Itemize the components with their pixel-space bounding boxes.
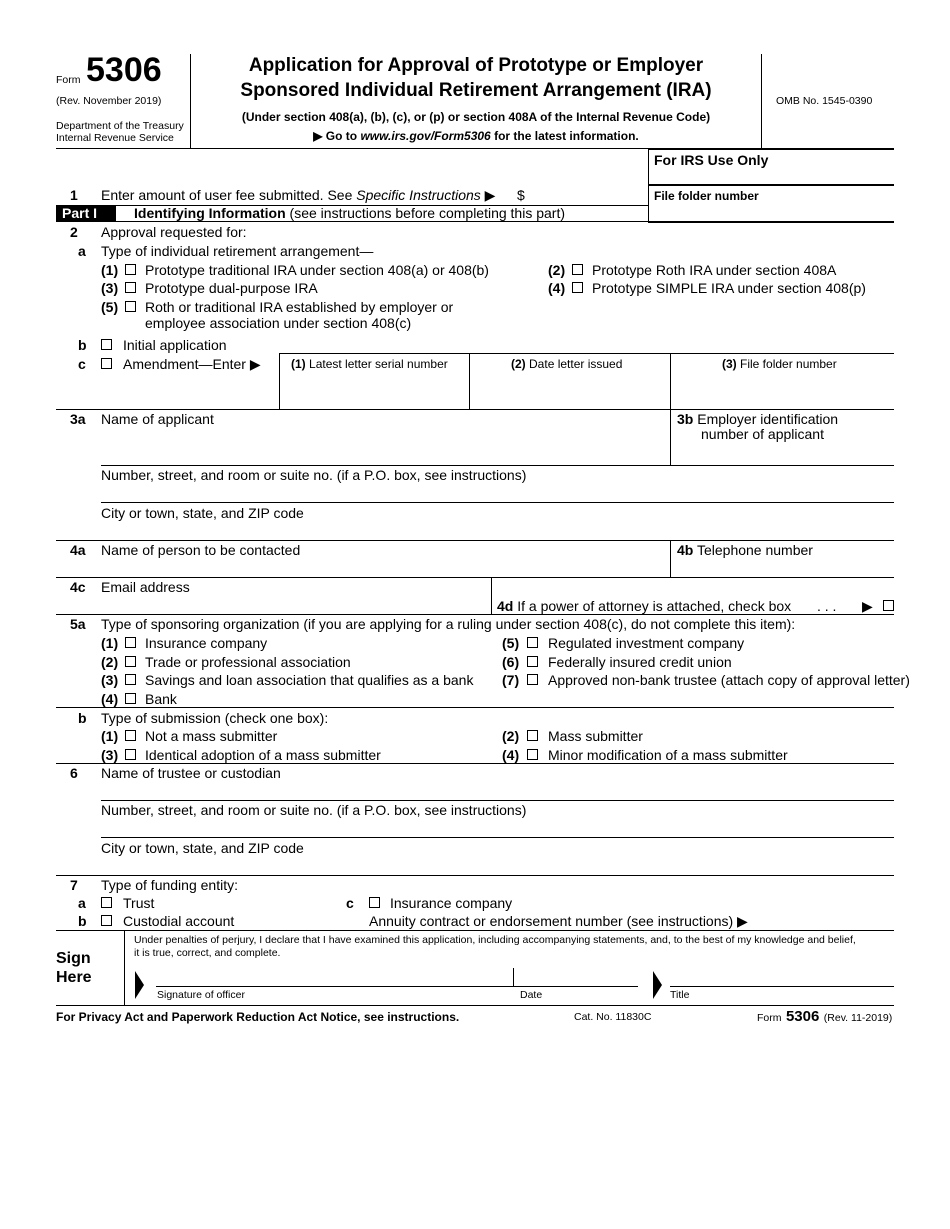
form-title-line2: Sponsored Individual Retirement Arrangement (IRA) [240, 80, 712, 101]
employer-ira-checkbox[interactable] [125, 301, 136, 312]
line4a-text: Name of person to be contacted [101, 542, 301, 558]
line4d-number: 4d [497, 598, 514, 614]
line2c-label: c [78, 356, 86, 372]
identical-adoption-checkbox[interactable] [125, 749, 136, 760]
irs-use-title: For IRS Use Only [654, 152, 769, 168]
user-fee-input[interactable] [530, 186, 642, 202]
signature-label: Signature of officer [157, 989, 245, 1001]
opt1-num: (1) [101, 262, 119, 278]
line7-text: Type of funding entity: [101, 877, 238, 893]
contact-name-input[interactable] [101, 558, 661, 576]
s4-num: (4) [502, 747, 520, 763]
email-input[interactable] [101, 596, 486, 613]
signature-input[interactable] [156, 968, 508, 986]
signature-line [156, 986, 638, 987]
s1-num: (1) [101, 728, 119, 744]
c1-heading [291, 357, 448, 371]
opt4-num: (4) [548, 280, 566, 296]
annuity-contract-label: Annuity contract or endorsement number (see instructions) ▶ [369, 913, 748, 929]
line1-text: Enter amount of user fee submitted. See [101, 187, 353, 203]
line3b-text-line2: number of applicant [701, 426, 824, 442]
line7b-label: b [78, 913, 87, 929]
prototype-roth-ira-checkbox[interactable] [572, 264, 583, 275]
file-folder-label: File folder number [654, 189, 759, 203]
credit-union-checkbox[interactable] [527, 656, 538, 667]
not-mass-submitter-checkbox[interactable] [125, 730, 136, 741]
line3-applicant-rule [101, 465, 894, 466]
goto-suffix: for the latest information. [494, 129, 639, 143]
part1-note: (see instructions before completing this part) [289, 205, 566, 221]
trustee-city-input[interactable] [101, 856, 891, 874]
opt1-label: Prototype traditional IRA under section 408(a) or 408(b) [145, 262, 489, 278]
here-label: Here [56, 969, 92, 986]
title-input[interactable] [670, 968, 890, 986]
omb-number: OMB No. 1545-0390 [776, 95, 873, 107]
prototype-traditional-ira-checkbox[interactable] [125, 264, 136, 275]
line3-bottom-rule [56, 540, 894, 541]
amendment-checkbox[interactable] [101, 358, 112, 369]
o5-num: (5) [502, 635, 520, 651]
line3a-number: 3a [70, 411, 86, 427]
non-bank-trustee-checkbox[interactable] [527, 674, 538, 685]
c2-heading [511, 357, 622, 371]
c1-label: Latest letter serial number [309, 357, 448, 371]
revision-date: (Rev. November 2019) [56, 95, 162, 107]
signature-arrow-icon [135, 971, 144, 999]
line4c-text: Email address [101, 579, 190, 595]
line4d-dots: . . . [817, 598, 837, 614]
o2-num: (2) [101, 654, 119, 670]
insurance-company-org-checkbox[interactable] [125, 637, 136, 648]
o3-label: Savings and loan association that qualifies as a bank [145, 672, 474, 688]
perjury-line2: it is true, correct, and complete. [134, 947, 281, 959]
insurance-company-funding-checkbox[interactable] [369, 897, 380, 908]
title-arrow-icon [653, 971, 662, 999]
line5b-label: b [78, 710, 87, 726]
opt3-num: (3) [101, 280, 119, 296]
part1-tag-text: Part I [62, 205, 98, 221]
footer-form-rev: (Rev. 11-2019) [823, 1012, 893, 1024]
file-folder-number-input[interactable] [676, 380, 890, 402]
form-subtitle: (Under section 408(a), (b), (c), or (p) or section 408A of the Internal Revenue Code) [241, 110, 711, 124]
line2-bottom-rule [56, 409, 894, 410]
o3-num: (3) [101, 672, 119, 688]
line1-number: 1 [70, 187, 78, 203]
line2b-label: b [78, 337, 87, 353]
opt5-label-line2: employee association under section 408(c) [145, 315, 412, 331]
line1-label [101, 187, 495, 203]
applicant-street-label: Number, street, and room or suite no. (if a P.O. box, see instructions) [101, 467, 527, 483]
goto-line [190, 129, 762, 143]
o6-label: Federally insured credit union [548, 654, 732, 670]
sign-bottom-rule [56, 1005, 894, 1006]
line5a-text: Type of sponsoring organization (if you are applying for a ruling under section 408(c), do not complete this item): [101, 616, 796, 632]
line3b-text-line1: Employer identification [697, 411, 839, 427]
c1-divider [279, 353, 280, 409]
signature-date-divider [513, 968, 514, 987]
o4-label: Bank [145, 691, 177, 707]
trade-association-checkbox[interactable] [125, 656, 136, 667]
footer-form-prefix: Form [757, 1012, 782, 1024]
sign-label: Sign [56, 950, 91, 967]
custodial-account-checkbox[interactable] [101, 915, 112, 926]
trustee-street-input[interactable] [101, 819, 891, 837]
mass-submitter-checkbox[interactable] [527, 730, 538, 741]
c3-label: File folder number [740, 357, 837, 371]
specific-instructions: Specific Instructions [356, 187, 481, 203]
power-of-attorney-checkbox[interactable] [883, 600, 894, 611]
minor-modification-checkbox[interactable] [527, 749, 538, 760]
line3b-number: 3b [677, 411, 694, 427]
department-line2: Internal Revenue Service [56, 132, 174, 144]
line4d-text: If a power of attorney is attached, check box [517, 598, 792, 614]
trustee-street-label: Number, street, and room or suite no. (if a P.O. box, see instructions) [101, 802, 527, 818]
line4c-number: 4c [70, 579, 86, 595]
line6-number: 6 [70, 765, 78, 781]
opt2-label: Prototype Roth IRA under section 408A [592, 262, 837, 278]
line6-name-rule [101, 800, 894, 801]
line5b-text: Type of submission (check one box): [101, 710, 329, 726]
s4-label: Minor modification of a mass submitter [548, 747, 788, 763]
line6-text: Name of trustee or custodian [101, 765, 281, 781]
prototype-simple-ira-checkbox[interactable] [572, 282, 583, 293]
line4d-divider [491, 577, 492, 614]
line7b-text: Custodial account [123, 913, 235, 929]
prototype-dual-purpose-checkbox[interactable] [125, 282, 136, 293]
line2a-label: a [78, 243, 86, 259]
sign-divider [124, 930, 125, 1005]
irs-use-top [648, 148, 894, 150]
line3a-text: Name of applicant [101, 411, 214, 427]
line4d-arrow: ▶ [862, 598, 873, 614]
line2c-top-rule [279, 353, 894, 354]
opt5-label-line1: Roth or traditional IRA established by employer or [145, 299, 454, 315]
telephone-input[interactable] [677, 558, 887, 576]
line2-number: 2 [70, 224, 78, 240]
form-number: 5306 [86, 51, 162, 89]
line4b-text: Telephone number [696, 542, 813, 558]
c3-num: (3) [722, 357, 737, 371]
opt3-label: Prototype dual-purpose IRA [145, 280, 318, 296]
line6-bottom-rule [56, 875, 894, 876]
line2c-text: Amendment—Enter ▶ [123, 356, 261, 372]
line4d-heading [497, 598, 791, 614]
opt4-label: Prototype SIMPLE IRA under section 408(p) [592, 280, 866, 296]
line3b-heading [677, 411, 838, 427]
dollar-sign: $ [517, 187, 525, 203]
regulated-investment-checkbox[interactable] [527, 637, 538, 648]
applicant-street-input[interactable] [101, 483, 891, 501]
line7c-text: Insurance company [390, 895, 513, 911]
date-letter-issued-input[interactable] [475, 380, 665, 402]
title-line [670, 986, 894, 987]
form-prefix: Form [56, 74, 81, 86]
applicant-city-label: City or town, state, and ZIP code [101, 505, 304, 521]
form-title-line1: Application for Approval of Prototype or Employer [248, 55, 704, 76]
opt2-num: (2) [548, 262, 566, 278]
opt5-num: (5) [101, 299, 119, 315]
line2a-text: Type of individual retirement arrangement— [101, 243, 374, 259]
line3-street-rule [101, 502, 894, 503]
part1-tag [56, 205, 116, 221]
s2-label: Mass submitter [548, 728, 643, 744]
trustee-name-input[interactable] [101, 782, 891, 800]
line4b-number: 4b [677, 542, 694, 558]
date-label: Date [520, 989, 543, 1001]
line7a-label: a [78, 895, 86, 911]
line7a-text: Trust [123, 895, 155, 911]
c2-divider [469, 353, 470, 409]
line2-text: Approval requested for: [101, 224, 247, 240]
bank-checkbox[interactable] [125, 693, 136, 704]
o1-num: (1) [101, 635, 119, 651]
s3-num: (3) [101, 747, 119, 763]
o4-num: (4) [101, 691, 119, 707]
title-label: Title [670, 989, 690, 1001]
part1-bottom-rule [56, 221, 894, 222]
line4b-divider [670, 540, 671, 577]
catalog-number: Cat. No. 11830C [574, 1011, 652, 1023]
initial-application-checkbox[interactable] [101, 339, 112, 350]
o6-num: (6) [502, 654, 520, 670]
line5a-bottom-rule [56, 707, 894, 708]
latest-letter-serial-input[interactable] [285, 380, 465, 402]
header-divider-right [761, 54, 762, 148]
trust-checkbox[interactable] [101, 897, 112, 908]
part1-heading [134, 205, 565, 221]
goto-prefix: ▶ Go to [313, 129, 358, 143]
department-line1: Department of the Treasury [56, 120, 184, 132]
line4b-heading [677, 542, 813, 558]
c1-num: (1) [291, 357, 306, 371]
line7c-label: c [346, 895, 354, 911]
privacy-notice: For Privacy Act and Paperwork Reduction Act Notice, see instructions. [56, 1010, 460, 1024]
date-input[interactable] [518, 968, 638, 986]
part1-title: Identifying Information [134, 205, 286, 221]
line4a-number: 4a [70, 542, 86, 558]
line5-bottom-rule [56, 763, 894, 764]
s3-label: Identical adoption of a mass submitter [145, 747, 381, 763]
employer-id-input[interactable] [677, 443, 887, 461]
line5a-number: 5a [70, 616, 86, 632]
trustee-city-label: City or town, state, and ZIP code [101, 840, 304, 856]
o7-num: (7) [502, 672, 520, 688]
footer-form-number: 5306 [785, 1008, 820, 1025]
s2-num: (2) [502, 728, 520, 744]
line4-bottom-rule [56, 614, 894, 615]
c2-label: Date letter issued [529, 357, 623, 371]
footer-form-id [757, 1008, 892, 1026]
c3-heading [722, 357, 837, 371]
goto-url-link[interactable]: www.irs.gov/Form5306 [360, 129, 491, 143]
annuity-contract-input[interactable] [756, 912, 891, 929]
savings-loan-checkbox[interactable] [125, 674, 136, 685]
irs-use-mid [648, 184, 894, 186]
s1-label: Not a mass submitter [145, 728, 278, 744]
o1-label: Insurance company [145, 635, 268, 651]
line1-arrow: ▶ [484, 187, 496, 203]
o7-label: Approved non-bank trustee (attach copy of approval letter) [548, 672, 910, 688]
line2b-text: Initial application [123, 337, 227, 353]
o2-label: Trade or professional association [145, 654, 351, 670]
line7-bottom-rule [56, 930, 894, 931]
c2-num: (2) [511, 357, 526, 371]
line6-street-rule [101, 837, 894, 838]
line7-number: 7 [70, 877, 78, 893]
perjury-line1: Under penalties of perjury, I declare that I have examined this application, including accompanying statements, and, to the best of my knowledge and belief, [134, 934, 856, 946]
o5-label: Regulated investment company [548, 635, 745, 651]
applicant-city-input[interactable] [101, 521, 891, 539]
applicant-name-input[interactable] [101, 436, 661, 458]
line4a-bottom-rule [56, 577, 894, 578]
